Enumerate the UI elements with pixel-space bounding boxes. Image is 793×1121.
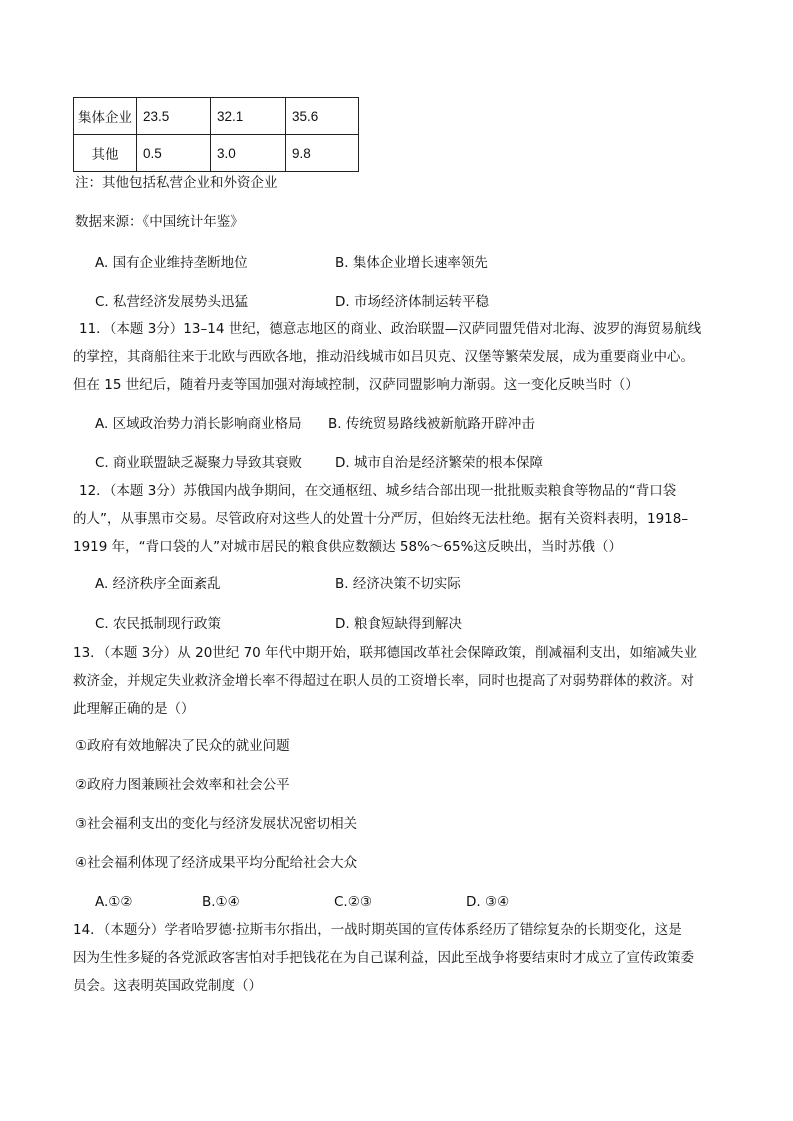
table-row	[74, 135, 359, 172]
question-13-stem	[73, 639, 723, 723]
q13-statement-2: ②政府力图兼顾社会效率和社会公平	[75, 777, 290, 793]
table-cell: 35.6	[286, 98, 359, 135]
question-11-stem	[73, 315, 723, 399]
table-note: 注：其他包括私营企业和外资企业	[75, 175, 278, 191]
q11-option-c: C. 商业联盟缺乏凝聚力导致其衰败	[95, 455, 303, 471]
question-line: 12．（本题 3分）苏俄国内战争期间，在交通枢纽、城乡结合部出现一批批贩卖粮食等物品的“背口袋	[79, 483, 677, 499]
q10-option-c: C. 私营经济发展势头迅猛	[95, 294, 249, 310]
question-line: 但在 15 世纪后，随着丹麦等国加强对海域控制，汉萨同盟影响力渐弱。这一变化反映当时（）	[73, 377, 639, 393]
q11-option-a: A. 区域政治势力消长影响商业格局	[95, 416, 302, 432]
question-line: 员会。这表明英国政党制度（）	[73, 978, 262, 994]
q13-option-d: D. ③④	[466, 894, 510, 910]
q10-option-a: A. 国有企业维持垄断地位	[95, 255, 248, 271]
q12-option-b: B. 经济决策不切实际	[335, 576, 461, 592]
question-line: 11．（本题 3分）13–14 世纪，德意志地区的商业、政治联盟—汉萨同盟凭借对北海、波罗的海贸易航线	[79, 321, 702, 337]
q12-option-c: C. 农民抵制现行政策	[95, 616, 222, 632]
q11-option-b: B. 传统贸易路线被新航路开辟冲击	[328, 416, 535, 432]
q12-option-d: D. 粮食短缺得到解决	[335, 616, 462, 632]
table-cell: 9.8	[286, 135, 359, 172]
table-cell: 23.5	[137, 98, 211, 135]
table-cell: 32.1	[211, 98, 286, 135]
question-14-stem	[73, 916, 723, 1000]
q10-option-b: B. 集体企业增长速率领先	[335, 255, 488, 271]
data-source: 数据来源：《中国统计年鉴》	[75, 214, 244, 230]
question-line: 13．（本题 3分）从 20世纪 70 年代中期开始，联邦德国改革社会保障政策，削减福利支出，如缩减失业	[73, 645, 698, 661]
q13-option-a: A.①②	[95, 894, 133, 910]
q13-statement-1: ①政府有效地解决了民众的就业问题	[75, 738, 290, 754]
q13-statement-4: ④社会福利体现了经济成果平均分配给社会大众	[75, 855, 358, 871]
row-label: 其他	[74, 135, 137, 172]
q12-option-a: A. 经济秩序全面紊乱	[95, 576, 221, 592]
question-line: 的人”，从事黑市交易。尽管政府对这些人的处置十分严厉，但始终无法杜绝。据有关资料表明，1918–	[73, 511, 689, 527]
question-line: 1919 年，“背口袋的人”对城市居民的粮食供应数额达 58%～65%这反映出，当时苏俄（）	[73, 539, 622, 555]
statistics-table	[73, 97, 359, 172]
question-line: 救济金，并规定失业救济金增长率不得超过在职人员的工资增长率，同时也提高了对弱势群体的救济。对	[73, 673, 694, 689]
q10-option-d: D. 市场经济体制运转平稳	[335, 294, 489, 310]
question-line: 此理解正确的是（）	[73, 701, 195, 717]
q13-option-c: C.②③	[334, 894, 372, 910]
table-row	[74, 98, 359, 135]
q11-option-d: D. 城市自治是经济繁荣的根本保障	[335, 455, 543, 471]
row-label: 集体企业	[74, 98, 137, 135]
q13-option-b: B.①④	[202, 894, 240, 910]
table-cell: 3.0	[211, 135, 286, 172]
question-line: 14．（本题分）学者哈罗德·拉斯韦尔指出，一战时期英国的宣传体系经历了错综复杂的长期变化，这是	[73, 922, 682, 938]
table-cell: 0.5	[137, 135, 211, 172]
question-line: 因为生性多疑的各党派政客害怕对手把钱花在为自己谋利益，因此至战争将要结束时才成立了宣传政策委	[73, 950, 694, 966]
question-line: 的掌控，其商船往来于北欧与西欧各地，推动沿线城市如吕贝克、汉堡等繁荣发展，成为重要商业中心。	[73, 349, 694, 365]
q13-statement-3: ③社会福利支出的变化与经济发展状况密切相关	[75, 816, 358, 832]
question-12-stem	[73, 477, 723, 561]
